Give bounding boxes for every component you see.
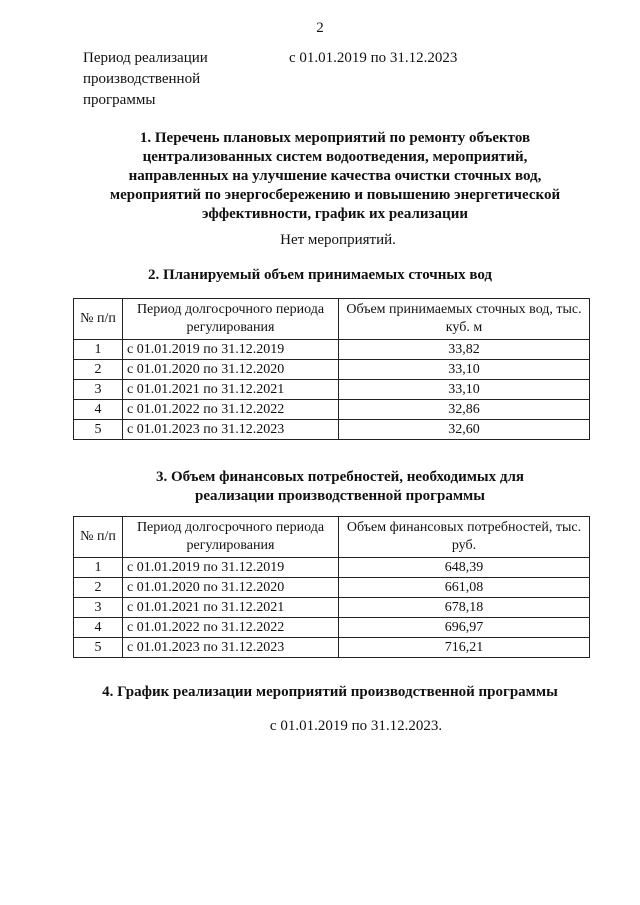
row-volume: 33,10 — [339, 380, 590, 400]
row-period: с 01.01.2022 по 31.12.2022 — [123, 618, 339, 638]
table-header-row — [74, 517, 590, 558]
section4-note: с 01.01.2019 по 31.12.2023. — [269, 718, 443, 734]
wastewater-volume-table — [73, 298, 590, 440]
row-number: 1 — [74, 558, 123, 578]
row-volume: 32,60 — [339, 420, 590, 440]
row-volume: 33,10 — [339, 360, 590, 380]
section2-title: 2. Планируемый объем принимаемых сточных вод — [147, 267, 493, 283]
table-row — [74, 400, 590, 420]
table-row — [74, 340, 590, 360]
period-label — [83, 48, 208, 111]
row-amount: 716,21 — [339, 638, 590, 658]
table-row — [74, 558, 590, 578]
row-amount: 648,39 — [339, 558, 590, 578]
row-period: с 01.01.2023 по 31.12.2023 — [123, 420, 339, 440]
table-row — [74, 598, 590, 618]
row-number: 4 — [74, 400, 123, 420]
table-row — [74, 618, 590, 638]
row-period: с 01.01.2023 по 31.12.2023 — [123, 638, 339, 658]
row-period: с 01.01.2021 по 31.12.2021 — [123, 598, 339, 618]
table-row — [74, 380, 590, 400]
row-number: 2 — [74, 578, 123, 598]
row-period: с 01.01.2020 по 31.12.2020 — [123, 360, 339, 380]
row-number: 5 — [74, 420, 123, 440]
header-volume: Объем принимаемых сточных вод, тыс. куб. м — [339, 299, 590, 340]
row-volume: 33,82 — [339, 340, 590, 360]
row-amount: 678,18 — [339, 598, 590, 618]
row-number: 3 — [74, 598, 123, 618]
header-number: № п/п — [74, 299, 123, 340]
table-row — [74, 638, 590, 658]
header-number: № п/п — [74, 517, 123, 558]
section4-title: 4. График реализации мероприятий производственной программы — [102, 684, 558, 700]
row-number: 2 — [74, 360, 123, 380]
row-period: с 01.01.2019 по 31.12.2019 — [123, 558, 339, 578]
row-period: с 01.01.2022 по 31.12.2022 — [123, 400, 339, 420]
table-row — [74, 420, 590, 440]
section3-title: 3. Объем финансовых потребностей, необходимых для реализации производственной программы — [155, 469, 525, 504]
row-number: 1 — [74, 340, 123, 360]
header-amount: Объем финансовых потребностей, тыс. руб. — [339, 517, 590, 558]
table-row — [74, 360, 590, 380]
period-label-text: Период реализации производственной программы — [83, 50, 208, 108]
financial-needs-table — [73, 516, 590, 658]
row-number: 5 — [74, 638, 123, 658]
row-number: 3 — [74, 380, 123, 400]
header-period: Период долгосрочного периода регулирования — [123, 517, 339, 558]
row-period: с 01.01.2021 по 31.12.2021 — [123, 380, 339, 400]
row-period: с 01.01.2020 по 31.12.2020 — [123, 578, 339, 598]
header-period: Период долгосрочного периода регулирования — [123, 299, 339, 340]
row-number: 4 — [74, 618, 123, 638]
row-amount: 661,08 — [339, 578, 590, 598]
section1-note: Нет мероприятий. — [280, 232, 396, 248]
period-value: с 01.01.2019 по 31.12.2023 — [289, 50, 458, 66]
table-header-row — [74, 299, 590, 340]
table-row — [74, 578, 590, 598]
row-volume: 32,86 — [339, 400, 590, 420]
row-amount: 696,97 — [339, 618, 590, 638]
row-period: с 01.01.2019 по 31.12.2019 — [123, 340, 339, 360]
section1-title: 1. Перечень плановых мероприятий по ремонту объектов централизованных систем водоотведения, мероприятий, направленных на улучшение качества очистки сточных вод, мероприятий по энергосбережению и повышению энергетической эффективности, график их реализации — [109, 130, 561, 222]
page-number: 2 — [316, 20, 324, 36]
